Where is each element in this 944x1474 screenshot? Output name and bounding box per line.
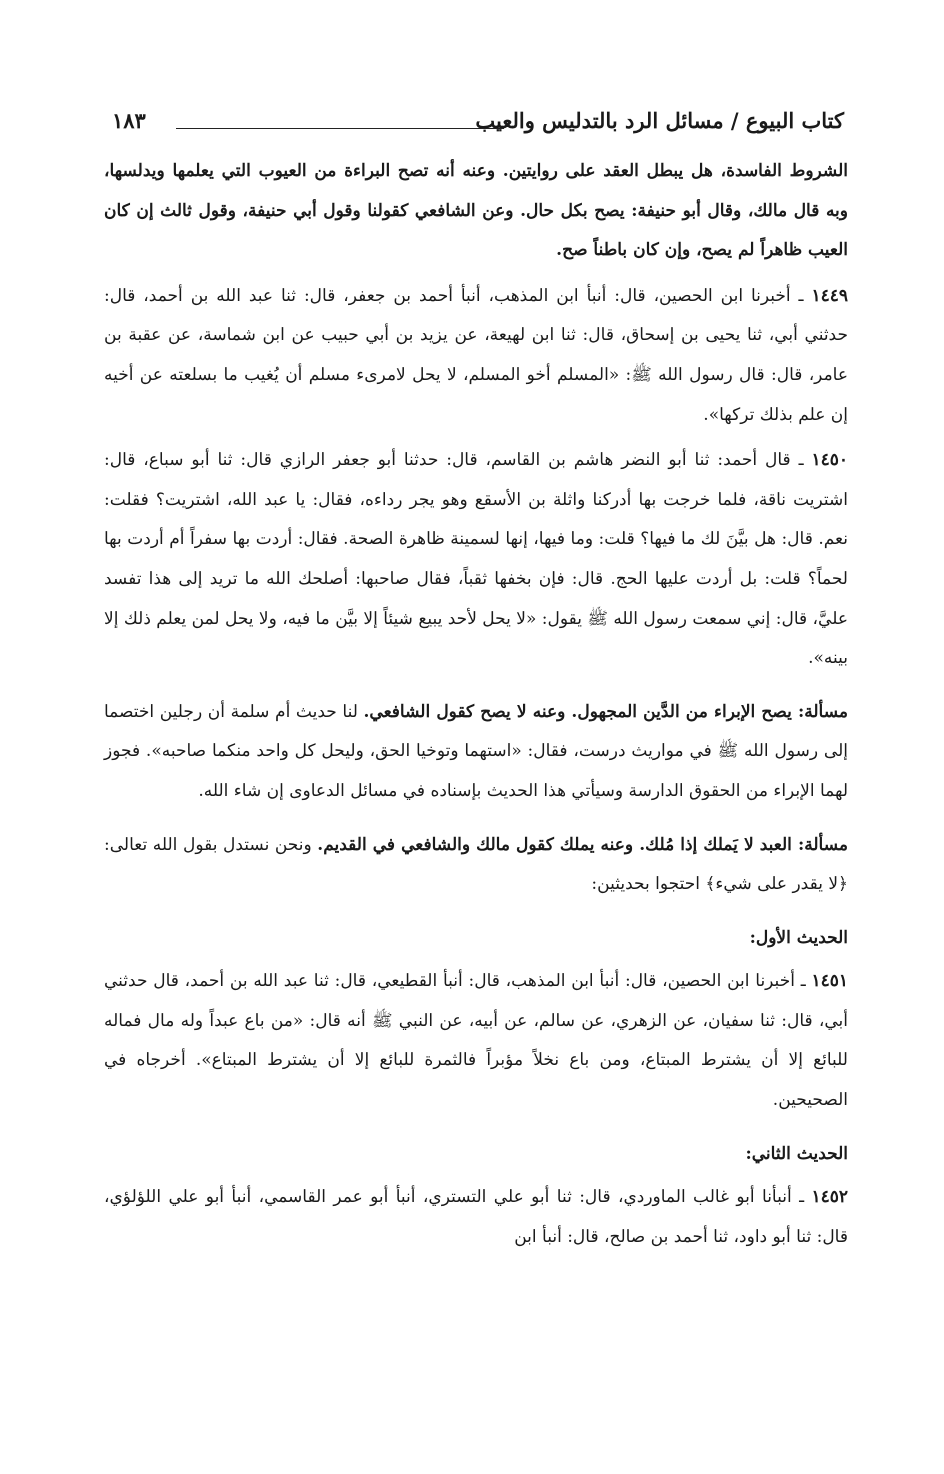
masala-statement: مسألة: العبد لا يَملك إذا مُلك. وعنه يملك كقول مالك والشافعي في القديم. — [317, 834, 848, 855]
hadith-1450-paragraph — [104, 441, 848, 679]
masala-abd-paragraph — [104, 826, 848, 905]
hadith-text: ـ أخبرنا ابن الحصين، قال: أنبأ ابن المذهب، أنبأ أحمد بن جعفر، قال: ثنا عبد الله بن أحمد، قال: حدثني أبي، ثنا يحيى بن إسحاق، قال: ثنا ابن لهيعة، عن يزيد بن أبي حبيب عن ابن شماسة، عن عقبة بن عامر، قال: قال رسول الله ﷺ: «المسلم أخو المسلم، لا يحل لامرىء مسلم أن يُغيب ما بسلعته عن أخيه إن علم بذلك تركها». — [104, 285, 848, 425]
hadith-1449-paragraph — [104, 277, 848, 435]
intro-text: الشروط الفاسدة، هل يبطل العقد على روايتين. وعنه أنه تصح البراءة من العيوب التي يعلمها ويدلسها، وبه قال مالك، وقال أبو حنيفة: يصح بكل حال. وعن الشافعي كقولنا وقول أبي حنيفة، وقول ثالث إن كان العيب ظاهراً لم يصح، وإن كان باطناً صح. — [104, 161, 848, 261]
hadith-text: ـ أخبرنا ابن الحصين، قال: أنبأ ابن المذهب، قال: أنبأ القطيعي، قال: ثنا عبد الله بن أحمد، قال حدثني أبي، قال: ثنا سفيان، عن الزهري، عن سالم، عن أبيه، عن النبي ﷺ أنه قال: «من باع عبداً وله مال فماله للبائع إلا أن يشترط المبتاع، ومن باع نخلاً مؤبراً فالثمرة للبائع إلا أن يشترط المبتاع». أخرجاه في الصحيحين. — [104, 971, 848, 1111]
hadith-number: ١٤٥٠ — [811, 450, 848, 471]
running-header — [112, 106, 844, 140]
header-rule — [176, 128, 504, 129]
hadith-number: ١٤٥٢ — [811, 1187, 848, 1208]
hadith-text: ـ قال أحمد: ثنا أبو النضر هاشم بن القاسم، قال: حدثنا أبو جعفر الرازي قال: ثنا أبو سباع، قال: اشتريت ناقة، فلما خرجت بها أدركنا واثلة بن الأسقع وهو يجر رداءه، فقال: يا عبد الله، اشتريت؟ فقلت: نعم. قال: هل بيَّنَ لك ما فيها؟ قلت: وما فيها، إنها لسمينة ظاهرة الصحة. فقال: أردت بها سفراً أم أردت بها لحماً؟ قلت: بل أردت عليها الحج. قال: فإن بخفها ثقباً، فقال صاحبها: أصلحك الله ما تريد إلى هذا تفسد عليَّ، قال: إني سمعت رسول الله ﷺ يقول: «لا يحل لأحد يبيع شيئاً إلا بيَّن ما فيه، ولا يحل لمن يعلم ذلك إلا بينه». — [104, 450, 848, 669]
section-heading: الحديث الأول: — [749, 927, 848, 948]
masala-ibra-paragraph — [104, 693, 848, 812]
hadith-1452-paragraph — [104, 1178, 848, 1257]
section-heading: الحديث الثاني: — [745, 1143, 848, 1164]
body-text — [104, 152, 848, 1263]
chapter-title: كتاب البيوع / مسائل الرد بالتدليس والعيب — [475, 108, 844, 133]
masala-statement: مسألة: يصح الإبراء من الدَّين المجهول. وعنه لا يصح كقول الشافعي. — [363, 701, 848, 722]
intro-paragraph — [104, 152, 848, 271]
page-number: ١٨٣ — [112, 108, 146, 133]
masala-text: ونحن نستدل بقول الله تعالى: ﴿لا يقدر على شيء﴾ احتجوا بحديثين: — [104, 834, 848, 895]
hadith-text: ـ أنبأنا أبو غالب الماوردي، قال: ثنا أبو علي التستري، أنبأ أبو عمر القاسمي، أنبأ أبو علي اللؤلؤي، قال: ثنا أبو داود، ثنا أحمد بن صالح، قال: أنبأ ابن — [104, 1187, 848, 1247]
hadith-1451-paragraph — [104, 962, 848, 1120]
hadith-number: ١٤٥١ — [811, 971, 848, 992]
masala-text: لنا حديث أم سلمة أن رجلين اختصما إلى رسول الله ﷺ في مواريث درست، فقال: «استهما وتوخيا الحق، وليحل كل واحد منكما صاحبه». فجوز لهما الإبراء من الحقوق الدارسة وسيأتي هذا الحديث بإسناده في مسائل الدعاوى إن شاء الله. — [104, 701, 848, 801]
hadith-number: ١٤٤٩ — [811, 285, 848, 306]
